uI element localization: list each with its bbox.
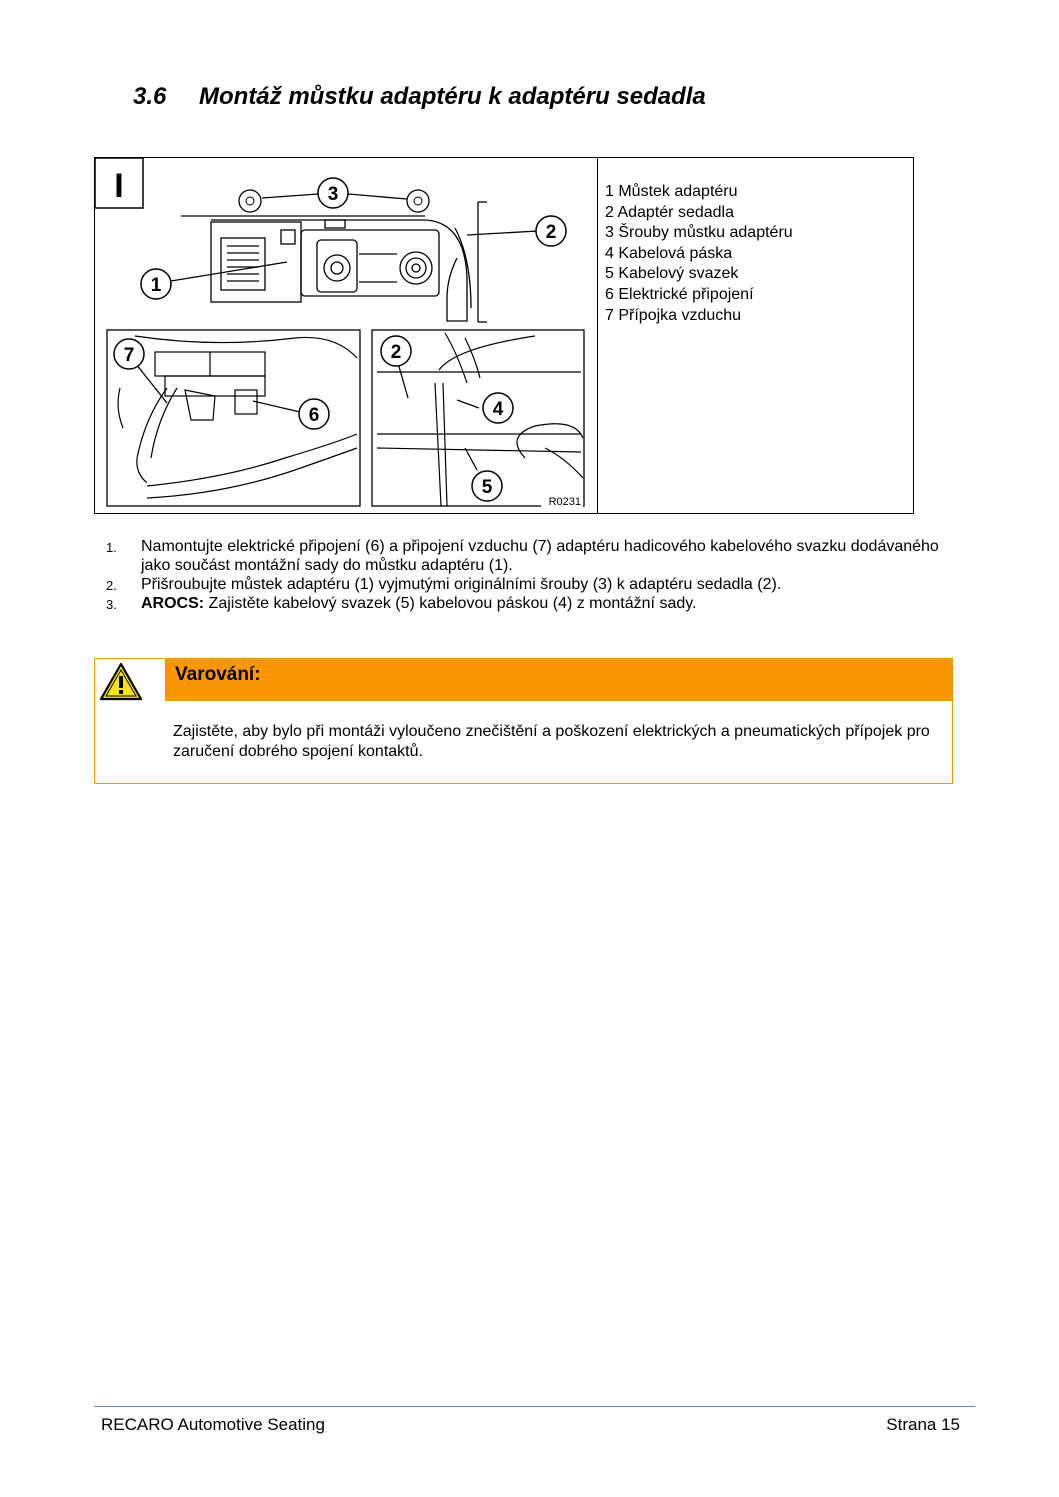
footer-page-number: Strana 15 — [886, 1415, 960, 1434]
step-text: Namontujte elektrické připojení (6) a připojení vzduchu (7) adaptéru hadicového kabelového svazku dodávaného jako součást montážní sady do můstku adaptéru (1). — [141, 538, 939, 574]
screw-right — [407, 190, 429, 212]
section-title: Montáž můstku adaptéru k adaptéru sedadla — [199, 83, 706, 110]
callout-label-1: 1 — [150, 275, 162, 296]
callout-label-2-top: 2 — [545, 222, 557, 243]
legend-item: 4 Kabelová páska — [605, 244, 733, 262]
figure-table — [94, 157, 914, 514]
assembly-drawing — [95, 158, 597, 513]
callout-label-5: 5 — [481, 477, 493, 498]
adapter-bridge-drawing — [181, 202, 487, 322]
warning-text: Zajistěte, aby bylo při montáži vyloučeno znečištění a poškození elektrických a pneumatických přípojek pro zaručení dobrého spojení kontaktů. — [173, 723, 930, 760]
step-text: Přišroubujte můstek adaptéru (1) vyjmutými originálními šrouby (3) k adaptéru sedadla (2). — [141, 576, 782, 593]
callout-label-2-bottom: 2 — [390, 342, 402, 363]
step-number: 1. — [106, 540, 117, 555]
image-code: R0231 — [548, 496, 581, 508]
step-item — [106, 594, 956, 613]
warning-box — [94, 658, 953, 784]
figure-legend — [605, 182, 793, 326]
step-item — [106, 575, 956, 594]
legend-item: 2 Adaptér sedadla — [605, 203, 734, 221]
legend-item: 3 Šrouby můstku adaptéru — [605, 224, 793, 242]
figure-illustration — [95, 158, 598, 513]
callout-circles — [114, 178, 566, 501]
instruction-steps — [106, 537, 956, 613]
section-heading — [133, 83, 706, 111]
legend-item: 5 Kabelový svazek — [605, 265, 739, 283]
step-item — [106, 537, 956, 575]
callout-label-6: 6 — [308, 405, 320, 426]
panel-letter: I — [114, 167, 124, 205]
legend-item: 7 Přípojka vzduchu — [605, 306, 742, 324]
callout-label-4: 4 — [492, 399, 504, 420]
section-number: 3.6 — [133, 83, 167, 110]
step-number: 3. — [106, 597, 117, 612]
step-text: Zajistěte kabelový svazek (5) kabelovou páskou (4) z montážní sady. — [204, 595, 697, 612]
legend-item: 1 Můstek adaptéru — [605, 183, 738, 200]
warning-triangle-icon — [99, 662, 143, 702]
step-keyword: AROCS: — [141, 595, 205, 612]
callout-label-3: 3 — [327, 184, 339, 205]
warning-title: Varování: — [175, 664, 261, 685]
legend-item: 6 Elektrické připojení — [605, 285, 754, 303]
callout-label-7: 7 — [123, 345, 135, 366]
warning-title-bar — [165, 659, 952, 701]
footer-divider — [94, 1406, 975, 1407]
footer-company: RECARO Automotive Seating — [101, 1415, 325, 1434]
step-number: 2. — [106, 578, 117, 593]
screw-left — [239, 190, 261, 212]
